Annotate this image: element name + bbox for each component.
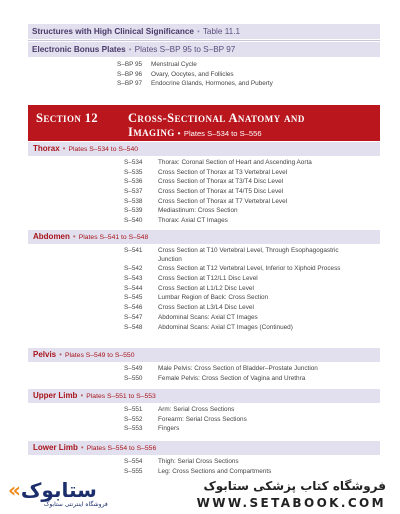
plate-title: Endocrine Glands, Hormones, and Puberty bbox=[151, 80, 273, 88]
plate-title: Lumbar Region of Back: Cross Section bbox=[158, 294, 269, 302]
subsection-range: Plates S–534 to S–540 bbox=[68, 146, 139, 153]
list-item[interactable] bbox=[124, 405, 247, 415]
clinical-significance-ref: Table 11.1 bbox=[202, 27, 241, 36]
plate-title: Cross Section at T10 Vertebral Level, Through Esophagogastric Junction bbox=[158, 247, 339, 264]
plate-number: S–535 bbox=[124, 168, 143, 176]
plate-number: S–541 bbox=[124, 247, 143, 254]
list-item[interactable] bbox=[124, 374, 318, 384]
plate-number: S–555 bbox=[124, 467, 143, 475]
plate-number: S–BP 97 bbox=[117, 80, 143, 88]
plate-number: S–536 bbox=[124, 178, 143, 186]
store-name-persian: فروشگاه کتاب پزشکی ستابوک bbox=[203, 479, 386, 493]
bullet-separator: • bbox=[177, 129, 181, 138]
list-item[interactable] bbox=[124, 284, 358, 294]
list-item[interactable] bbox=[124, 274, 358, 284]
section-banner bbox=[28, 105, 380, 141]
list-item[interactable] bbox=[124, 313, 358, 323]
list-item[interactable] bbox=[124, 206, 312, 216]
list-item[interactable] bbox=[117, 79, 273, 89]
plate-number: S–553 bbox=[124, 425, 143, 433]
logo-subtitle: فروشگاه اینترنتی ستابوک bbox=[44, 501, 108, 508]
list-item[interactable] bbox=[124, 177, 312, 187]
list-item[interactable] bbox=[124, 246, 358, 264]
list-item[interactable] bbox=[124, 293, 358, 303]
subsection-title: Pelvis bbox=[33, 350, 57, 359]
list-item[interactable] bbox=[124, 364, 318, 374]
logo-wordmark bbox=[8, 478, 97, 502]
plate-number: S–537 bbox=[124, 188, 143, 196]
list-item[interactable] bbox=[124, 197, 312, 207]
bullet-separator: • bbox=[72, 232, 76, 241]
subsection-range: Plates S–541 to S–548 bbox=[78, 234, 149, 241]
setabook-logo[interactable] bbox=[8, 478, 108, 512]
plate-title: Mediastinum: Cross Section bbox=[158, 207, 238, 215]
plate-title: Thigh: Serial Cross Sections bbox=[158, 458, 239, 465]
plate-number: S–542 bbox=[124, 265, 143, 273]
bullet-separator: • bbox=[62, 144, 66, 153]
plate-number: S–547 bbox=[124, 313, 143, 321]
plate-number: S–552 bbox=[124, 415, 143, 423]
section-number: Section 12 bbox=[36, 111, 99, 125]
plate-title: Leg: Cross Sections and Compartments bbox=[158, 467, 272, 475]
subsection-lower-limb bbox=[28, 441, 380, 455]
plate-title: Female Pelvis: Cross Section of Vagina and Urethra bbox=[158, 374, 306, 382]
plate-number: S–BP 95 bbox=[117, 61, 143, 68]
plate-number: S–548 bbox=[124, 323, 143, 331]
plate-title: Menstrual Cycle bbox=[151, 61, 197, 68]
plate-title: Thorax: Axial CT Images bbox=[158, 217, 228, 225]
plate-number: S–BP 96 bbox=[117, 70, 143, 78]
logo-text: ستابوک bbox=[20, 478, 97, 502]
list-item[interactable] bbox=[124, 467, 271, 477]
bonus-plates-range: Plates S–BP 95 to S–BP 97 bbox=[134, 45, 236, 54]
subsection-upper-limb bbox=[28, 389, 380, 403]
section-title-word: Imaging bbox=[128, 125, 175, 139]
abdomen-plate-list bbox=[124, 246, 358, 332]
list-item[interactable] bbox=[124, 323, 358, 333]
subsection-title: Thorax bbox=[33, 144, 60, 153]
thorax-plate-list bbox=[124, 158, 312, 226]
logo-bracket-icon: « bbox=[8, 478, 21, 502]
subsection-range: Plates S–551 to S–553 bbox=[86, 393, 156, 400]
plate-title: Cross Section of Thorax at T3 Vertebral Level bbox=[158, 168, 288, 176]
bullet-separator: • bbox=[196, 27, 200, 36]
plate-title: Cross Section of Thorax at T7 Vertebral Level bbox=[158, 197, 288, 205]
plate-number: S–546 bbox=[124, 304, 143, 312]
plate-number: S–539 bbox=[124, 207, 143, 215]
subsection-abdomen bbox=[28, 230, 380, 244]
list-item[interactable] bbox=[117, 60, 273, 70]
list-item[interactable] bbox=[124, 264, 358, 274]
plate-title: Abdominal Scans: Axial CT Images (Continued) bbox=[158, 323, 293, 331]
subsection-range: Plates S–549 to S–550 bbox=[64, 352, 135, 359]
plate-number: S–545 bbox=[124, 294, 143, 302]
section-title-line1: Cross-Sectional Anatomy and bbox=[128, 111, 305, 125]
plate-number: S–540 bbox=[124, 217, 143, 225]
plate-title: Male Pelvis: Cross Section of Bladder–Prostate Junction bbox=[158, 365, 318, 372]
plate-title: Arm: Serial Cross Sections bbox=[158, 406, 235, 413]
list-item[interactable] bbox=[124, 158, 312, 168]
section-title-line2 bbox=[128, 125, 262, 140]
plate-number: S–551 bbox=[124, 406, 143, 413]
divider bbox=[28, 40, 380, 41]
lower-limb-plate-list bbox=[124, 457, 271, 476]
clinical-significance-header bbox=[28, 24, 380, 39]
plate-title: Cross Section at T12/L1 Disc Level bbox=[158, 275, 258, 283]
subsection-range: Plates S–554 to S–556 bbox=[86, 445, 157, 452]
plate-title: Fingers bbox=[158, 425, 180, 433]
plate-number: S–534 bbox=[124, 159, 143, 166]
subsection-thorax bbox=[28, 142, 380, 156]
subsection-title: Upper Limb bbox=[33, 391, 78, 400]
plate-number: S–538 bbox=[124, 197, 143, 205]
plate-title: Abdominal Scans: Axial CT Images bbox=[158, 313, 258, 321]
subsection-title: Lower Limb bbox=[33, 443, 78, 452]
plate-title: Cross Section of Thorax at T4/T5 Disc Level bbox=[158, 188, 284, 196]
list-item[interactable] bbox=[117, 70, 273, 80]
watermark-footer bbox=[0, 476, 400, 514]
bullet-separator: • bbox=[80, 443, 84, 452]
subsection-title: Abdomen bbox=[33, 232, 70, 241]
list-item[interactable] bbox=[124, 303, 358, 313]
plate-number: S–544 bbox=[124, 284, 143, 292]
list-item[interactable] bbox=[124, 187, 312, 197]
pelvis-plate-list bbox=[124, 364, 318, 383]
plate-title: Cross Section at T12 Vertebral Level, Inferior to Xiphoid Process bbox=[158, 265, 341, 273]
plate-title: Cross Section of Thorax at T3/T4 Disc Level bbox=[158, 178, 284, 186]
bullet-separator: • bbox=[59, 350, 62, 359]
bonus-plate-list bbox=[117, 60, 273, 89]
plate-number: S–550 bbox=[124, 374, 143, 382]
upper-limb-plate-list bbox=[124, 405, 247, 434]
plate-title: Thorax: Coronal Section of Heart and Ascending Aorta bbox=[158, 159, 312, 166]
list-item[interactable] bbox=[124, 415, 247, 425]
plate-title: Cross Section at L1/L2 Disc Level bbox=[158, 284, 254, 292]
bonus-plates-header bbox=[28, 42, 380, 57]
bullet-separator: • bbox=[80, 391, 84, 400]
bonus-plates-title: Electronic Bonus Plates bbox=[32, 45, 126, 54]
list-item[interactable] bbox=[124, 424, 247, 434]
subsection-pelvis bbox=[28, 348, 380, 362]
plate-number: S–543 bbox=[124, 275, 143, 283]
clinical-significance-title: Structures with High Clinical Significance bbox=[32, 27, 194, 36]
list-item[interactable] bbox=[124, 168, 312, 178]
section-range: Plates S–534 to S–556 bbox=[183, 129, 262, 138]
list-item[interactable] bbox=[124, 457, 271, 467]
plate-title: Cross Section at L3/L4 Disc Level bbox=[158, 304, 254, 312]
plate-number: S–554 bbox=[124, 458, 143, 465]
plate-title: Ovary, Oocytes, and Follicles bbox=[151, 70, 234, 78]
list-item[interactable] bbox=[124, 216, 312, 226]
plate-title: Forearm: Serial Cross Sections bbox=[158, 415, 247, 423]
store-url[interactable]: WWW.SETABOOK.COM bbox=[196, 496, 386, 510]
plate-number: S–549 bbox=[124, 365, 143, 372]
bullet-separator: • bbox=[128, 45, 132, 54]
